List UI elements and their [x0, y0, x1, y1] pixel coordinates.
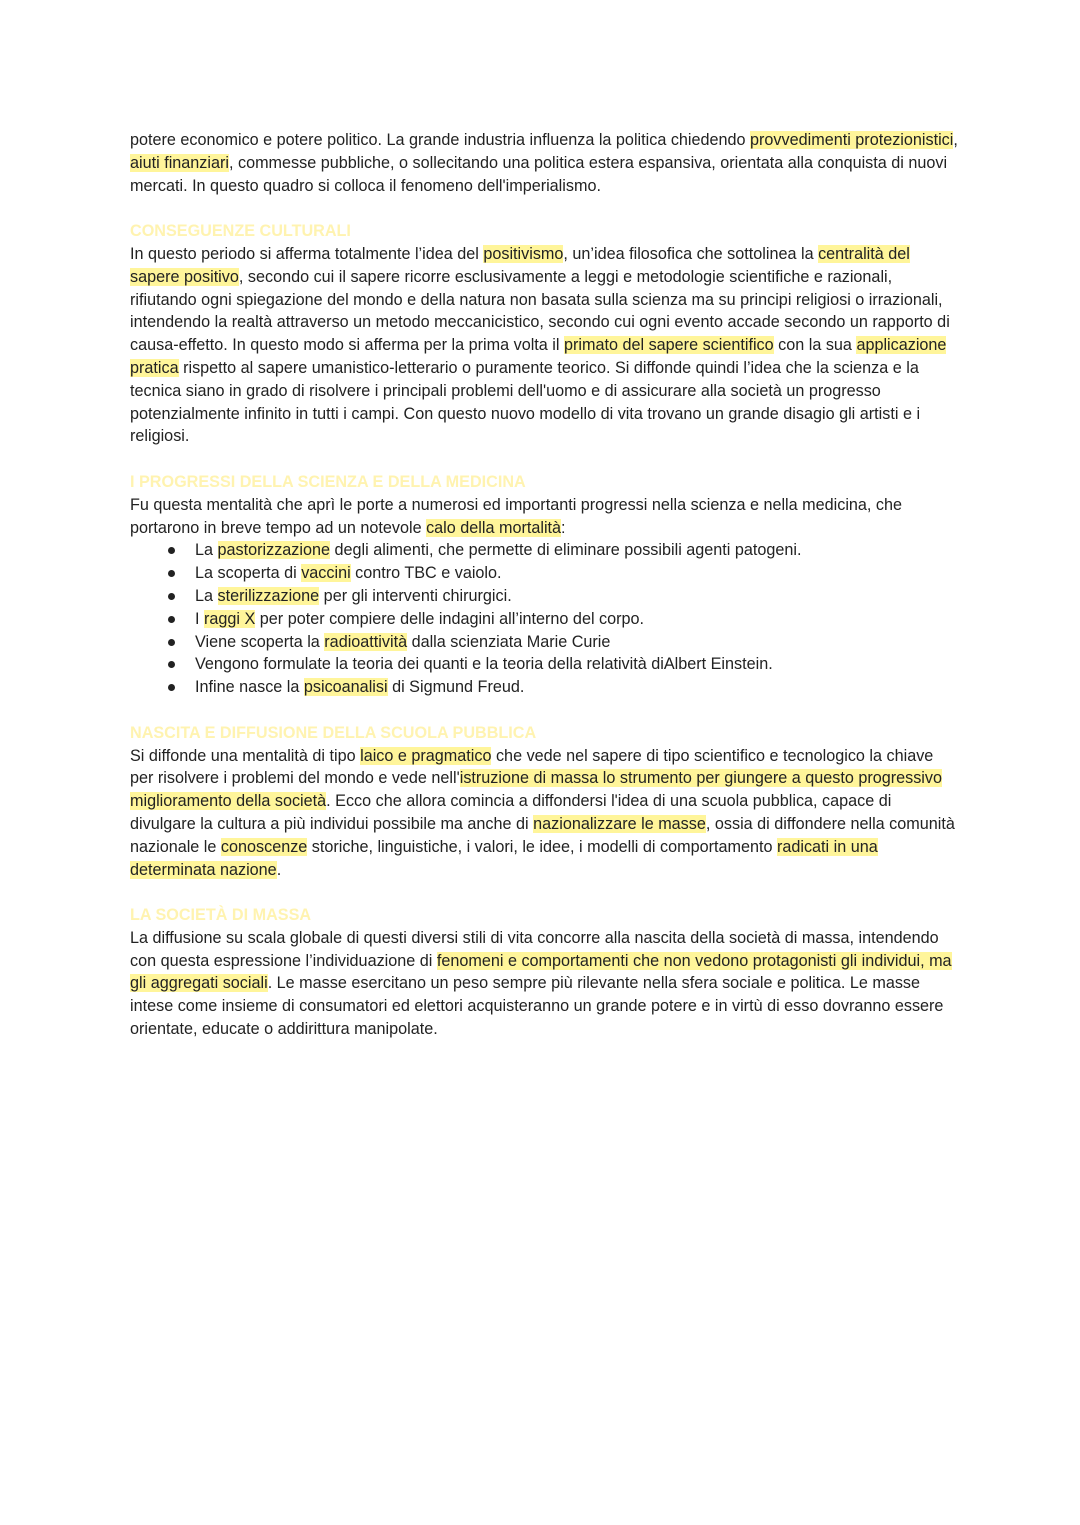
- highlighted-text: aiuti finanziari: [130, 153, 229, 172]
- highlighted-text: vaccini: [301, 564, 351, 583]
- highlighted-text: pastorizzazione: [217, 541, 330, 560]
- highlighted-text: raggi X: [204, 609, 256, 628]
- section-societa-di-massa: [130, 904, 960, 1041]
- list-item: Vengono formulate la teoria dei quanti e la teoria della relatività diAlbert Einstein.: [130, 653, 960, 676]
- list-item: I raggi X per poter compiere delle indagini all’interno del corpo.: [130, 608, 960, 631]
- highlighted-text: radicati in una determinata nazione: [130, 837, 878, 879]
- document-content: [130, 129, 960, 1041]
- highlighted-text: provvedimenti protezionistici: [750, 131, 954, 149]
- highlighted-text: calo della mortalità: [426, 518, 562, 537]
- section-paragraph: Fu questa mentalità che aprì le porte a numerosi ed importanti progressi nella scienza e nella medicina, che portarono in breve tempo ad un notevole calo della mortalità:: [130, 495, 903, 537]
- highlighted-text: nazionalizzare le masse: [533, 814, 706, 833]
- section-heading: NASCITA E DIFFUSIONE DELLA SCUOLA PUBBLICA: [130, 723, 537, 742]
- list-item: Infine nasce la psicoanalisi di Sigmund Freud.: [130, 676, 960, 699]
- highlighted-text: psicoanalisi: [303, 678, 388, 697]
- highlighted-text: laico e pragmatico: [360, 746, 492, 765]
- highlighted-text: positivismo: [483, 244, 564, 263]
- highlighted-text: fenomeni e comportamenti che non vedono protagonisti gli individui, ma gli aggregati sociali: [130, 951, 952, 993]
- highlighted-text: primato del sapere scientifico: [564, 336, 774, 355]
- section-paragraph: La diffusione su scala globale di questi diversi stili di vita concorre alla nascita della società di massa, intendendo con questa espressione l’individuazione di fenomeni e comportamenti che non vedono protagonisti gli individui, ma gli aggregati sociali. Le masse esercitano un peso sempre più rilevante nella sfera sociale e politica. Le masse intese come insieme di consumatori ed elettori acquisteranno un grande potere e in virtù di esso dovranno essere orientate, educate o addirittura manipolate.: [130, 928, 952, 1039]
- section-heading: I PROGRESSI DELLA SCIENZA E DELLA MEDICINA: [130, 472, 526, 491]
- bullet-list: [130, 539, 960, 699]
- highlighted-text: sterilizzazione: [217, 586, 320, 605]
- section-heading: LA SOCIETÀ DI MASSA: [130, 906, 312, 925]
- intro-paragraph: potere economico e potere politico. La grande industria influenza la politica chiedendo provvedimenti protezionistici, aiuti finanziari, commesse pubbliche, o sollecitando una politica estera espansiva, orientata alla conquista di nuovi mercati. In questo quadro si colloca il fenomeno dell'imperialismo.: [130, 131, 958, 195]
- highlighted-text: applicazione pratica: [130, 336, 947, 377]
- section-paragraph: In questo periodo si afferma totalmente l’idea del positivismo, un’idea filosofica che sottolinea la centralità del sapere positivo, secondo cui il sapere ricorre esclusivamente a leggi e metodologie scientifiche e razionali, rifiutando ogni spiegazione del mondo e della natura non basata sulla scienza ma su principi religiosi o irrazionali, intendendo la realtà attraverso un metodo meccanicistico, secondo cui ogni evento accade secondo un rapporto di causa-effetto. In questo modo si afferma per la prima volta il primato del sapere scientifico con la sua applicazione pratica rispetto al sapere umanistico-letterario o puramente teorico. Si diffonde quindi l’idea che la scienza e la tecnica siano in grado di risolvere i principali problemi dell'uomo e di assicurare alla società un progresso potenzialmente infinito in tutti i campi. Con questo nuovo modello di vita trovano un grande disagio gli artisti e i religiosi.: [130, 244, 950, 446]
- section-progressi-scienza-medicina: [130, 471, 960, 699]
- section-conseguenze-culturali: [130, 220, 960, 448]
- list-item: Viene scoperta la radioattività dalla scienziata Marie Curie: [130, 631, 960, 654]
- section-paragraph: Si diffonde una mentalità di tipo laico e pragmatico che vede nel sapere di tipo scientifico e tecnologico la chiave per risolvere i problemi del mondo e vede nell'istruzione di massa lo strumento per giungere a questo progressivo miglioramento della società. Ecco che allora comincia a diffondersi l'idea di una scuola pubblica, capace di divulgare la cultura a più individui possibile ma anche di nazionalizzare le masse, ossia di diffondere nella comunità nazionale le conoscenze storiche, linguistiche, i valori, le idee, i modelli di comportamento radicati in una determinata nazione.: [130, 746, 955, 879]
- section-scuola-pubblica: [130, 722, 960, 882]
- section-heading: CONSEGUENZE CULTURALI: [130, 222, 351, 241]
- highlighted-text: centralità del sapere positivo: [130, 244, 910, 286]
- list-item: La pastorizzazione degli alimenti, che permette di eliminare possibili agenti patogeni.: [130, 539, 960, 562]
- list-item: La scoperta di vaccini contro TBC e vaiolo.: [130, 562, 960, 585]
- highlighted-text: radioattività: [324, 632, 408, 651]
- highlighted-text: conoscenze: [220, 837, 308, 856]
- highlighted-text: istruzione di massa lo strumento per giungere a questo progressivo miglioramento della società: [130, 769, 943, 811]
- list-item: La sterilizzazione per gli interventi chirurgici.: [130, 585, 960, 608]
